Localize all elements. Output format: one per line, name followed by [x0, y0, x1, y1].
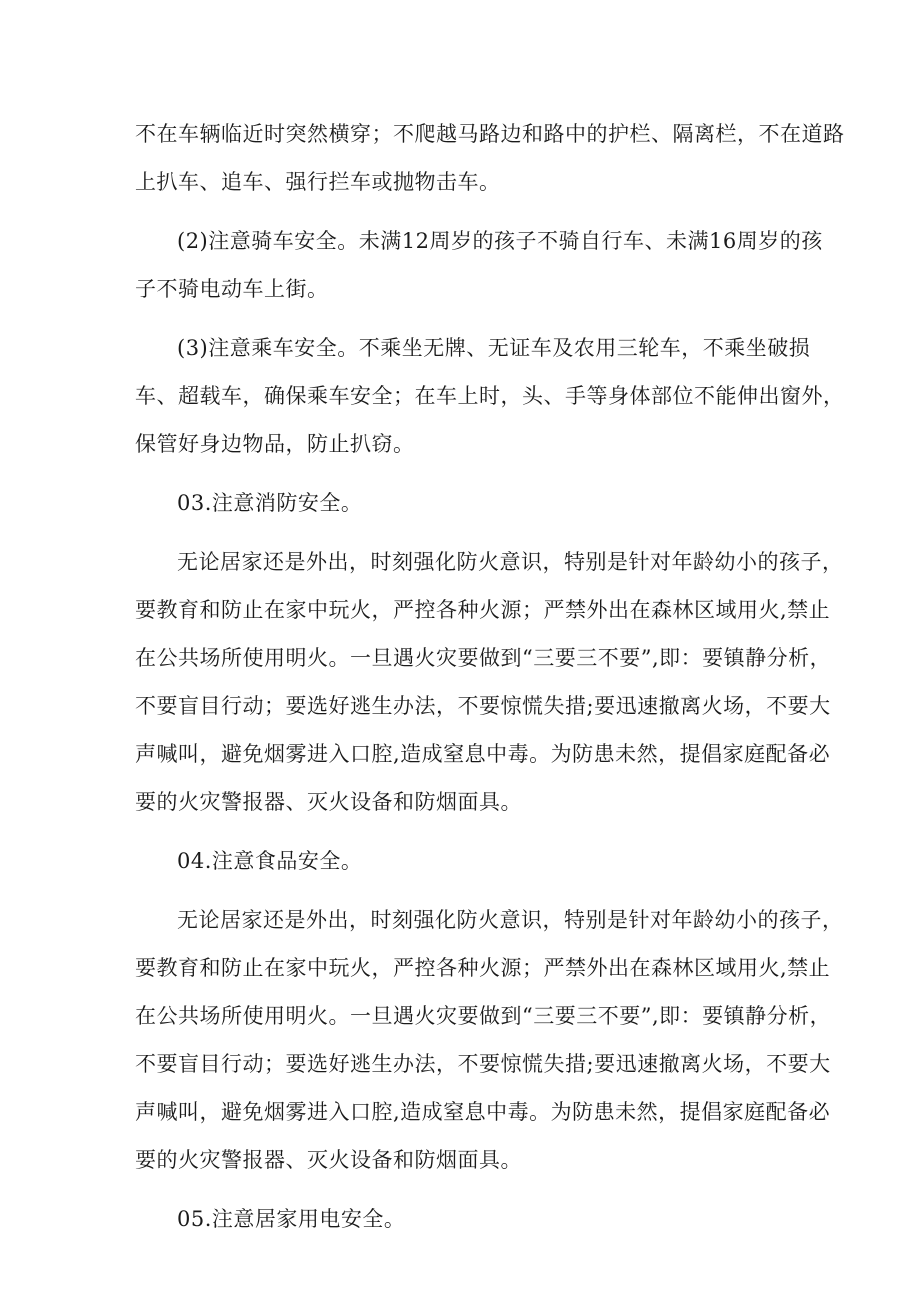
text-line: 子不骑电动车上街。: [135, 277, 329, 301]
text-line: 在公共场所使用明火。一旦遇火灾要做到“三要三不要”,即：要镇静分析，: [135, 1004, 832, 1028]
text-line: 不要盲目行动；要选好逃生办法，不要惊慌失措;要迅速撤离火场，不要大: [135, 1052, 831, 1076]
section-heading-electrical-safety: [135, 1195, 800, 1243]
section-heading-food-safety: [135, 837, 800, 885]
text-line: 要的火灾警报器、灭火设备和防烟面具。: [135, 790, 522, 814]
paragraph-cycling-safety: [135, 217, 823, 313]
text-line: 声喊叫，避免烟雾进入口腔,造成窒息中毒。为防患未然，提倡家庭配备必: [135, 1100, 831, 1124]
heading-text: 03.注意消防安全。: [177, 491, 363, 515]
text-line: 无论居家还是外出，时刻强化防火意识，特别是针对年龄幼小的孩子，: [177, 550, 844, 574]
text-line: (3)注意乘车安全。不乘坐无牌、无证车及农用三轮车，不乘坐破损: [177, 336, 811, 360]
text-line: 无论居家还是外出，时刻强化防火意识，特别是针对年龄幼小的孩子，: [177, 908, 844, 932]
text-line: 声喊叫，避免烟雾进入口腔,造成窒息中毒。为防患未然，提倡家庭配备必: [135, 742, 831, 766]
section-heading-fire-safety: [135, 479, 800, 527]
text-line: 要教育和防止在家中玩火，严控各种火源；严禁外出在森林区域用火,禁止: [135, 956, 831, 980]
paragraph-riding-safety: [135, 324, 845, 468]
document-body: [135, 110, 845, 1254]
text-line: 要的火灾警报器、灭火设备和防烟面具。: [135, 1148, 522, 1172]
text-line: 在公共场所使用明火。一旦遇火灾要做到“三要三不要”,即：要镇静分析，: [135, 646, 832, 670]
paragraph-food-safety: [135, 896, 844, 1184]
heading-text: 04.注意食品安全。: [177, 849, 363, 873]
paragraph-traffic-rules: [135, 110, 845, 206]
text-line: 上扒车、追车、强行拦车或抛物击车。: [135, 170, 501, 194]
text-line: 车、超载车，确保乘车安全；在车上时，头、手等身体部位不能伸出窗外，: [135, 384, 845, 408]
text-line: 保管好身边物品，防止扒窃。: [135, 432, 415, 456]
paragraph-fire-safety: [135, 538, 844, 826]
text-line: (2)注意骑车安全。未满12周岁的孩子不骑自行车、未满16周岁的孩: [177, 229, 823, 253]
text-line: 不要盲目行动；要选好逃生办法，不要惊慌失措;要迅速撤离火场，不要大: [135, 694, 831, 718]
heading-text: 05.注意居家用电安全。: [177, 1207, 406, 1231]
text-line: 不在车辆临近时突然横穿；不爬越马路边和路中的护栏、隔离栏，不在道路: [135, 122, 845, 146]
text-line: 要教育和防止在家中玩火，严控各种火源；严禁外出在森林区域用火,禁止: [135, 598, 831, 622]
